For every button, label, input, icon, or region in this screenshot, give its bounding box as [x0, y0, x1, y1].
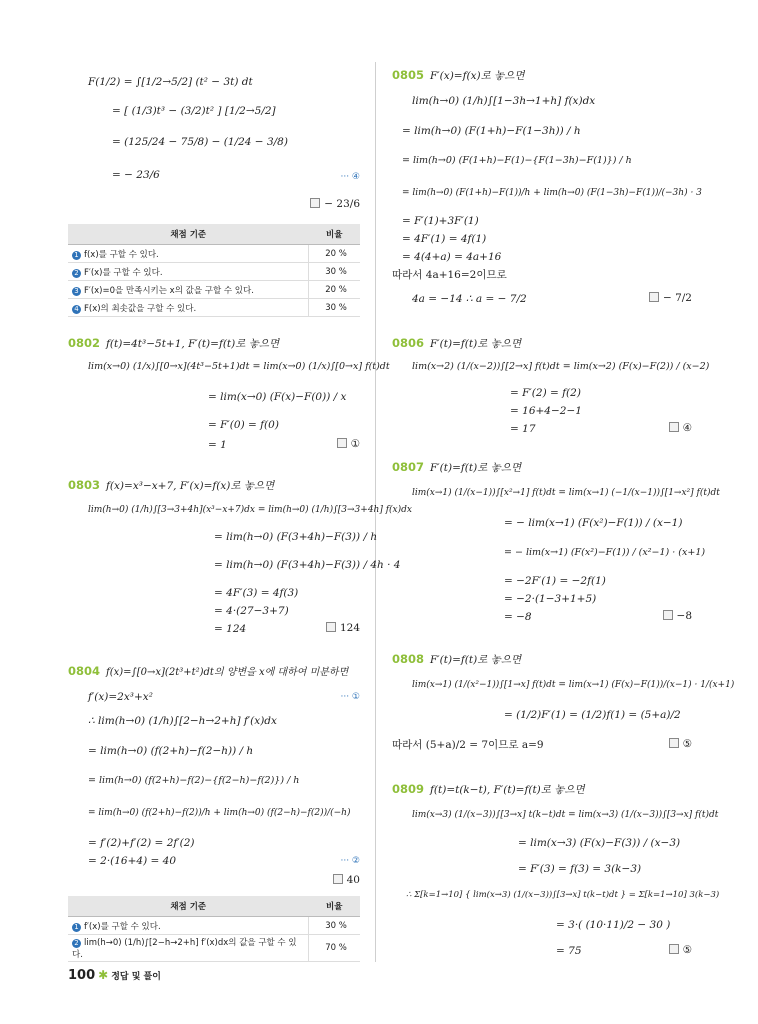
math-line: lim(x→1) (1/(x²−1))∫[1→x] f(t)dt = lim(x→1) (F(x)−F(1))/(x−1) · 1/(x+1) [412, 680, 735, 690]
footer-label: 정답 및 풀이 [111, 972, 161, 982]
math-line: = 4F′(3) = 4f(3) [214, 587, 299, 599]
answer-0809: ⑤ [669, 944, 692, 956]
math-line: lim(x→2) (1/(x−2))∫[2→x] f(t)dt = lim(x→2) (F(x)−F(2)) / (x−2) [412, 361, 710, 372]
math-line: = lim(h→0) (F(1+h)−F(1)−{F(1−3h)−F(1)}) / h [402, 155, 632, 166]
answer-0805: − 7/2 [649, 292, 692, 304]
answer-icon [669, 738, 679, 748]
answer-icon [337, 438, 347, 448]
criteria-header-ratio: 비율 [309, 224, 361, 245]
criteria-row: 1 f(x)를 구할 수 있다. 20 % [68, 245, 360, 263]
answer-icon [649, 292, 659, 302]
step-number-icon: 3 [72, 287, 81, 296]
math-line: = 124 [214, 623, 247, 635]
math-line: = − lim(x→1) (F(x²)−F(1)) / (x²−1) · (x+1) [504, 547, 706, 558]
math-line: ∴ lim(h→0) (1/h)∫[2−h→2+h] f′(x)dx [88, 715, 277, 727]
problem-line: 0809 f(t)=t(k−t), F′(t)=f(t)로 놓으면 [392, 782, 585, 796]
problem-number: 0804 [68, 664, 101, 678]
answer-0801: − 23/6 [310, 198, 360, 210]
math-line: = −8 [504, 611, 532, 623]
math-line: = lim(h→0) (F(1+h)−F(1−3h)) / h [402, 125, 581, 137]
criteria-table-1 [68, 224, 360, 317]
criteria-row: 2 lim(h→0) (1/h)∫[2−h→2+h] f′(x)dx의 값을 구할 수 있다. 70 % [68, 935, 360, 962]
problem-number: 0805 [392, 68, 425, 82]
answer-icon [669, 422, 679, 432]
math-line: = 17 [510, 423, 536, 435]
problem-number: 0806 [392, 336, 425, 350]
math-line: = 2·(16+4) = 40 [88, 855, 177, 867]
text-line: 따라서 (5+a)/2 = 7이므로 a=9 [392, 739, 544, 751]
page-number: 100 [68, 968, 96, 983]
star-icon: ✱ [98, 968, 109, 982]
answer-0808: ⑤ [669, 738, 692, 750]
math-line: = lim(h→0) (F(3+4h)−F(3)) / h [214, 531, 378, 543]
math-line: = 16+4−2−1 [510, 405, 582, 417]
math-line: = 1 [208, 439, 227, 451]
problem-number: 0807 [392, 460, 425, 474]
math-line: = lim(h→0) (f(2+h)−f(2))/h + lim(h→0) (f(2−h)−f(2))/(−h) [88, 808, 351, 818]
math-line: = −2·(1−3+1+5) [504, 593, 597, 605]
problem-line: 0805 F′(x)=f(x)로 놓으면 [392, 68, 525, 82]
criteria-row: 4 F(x)의 최솟값을 구할 수 있다. 30 % [68, 299, 360, 317]
math-line: lim(h→0) (1/h)∫[3→3+4h](x³−x+7)dx = lim(h→0) (1/h)∫[3→3+4h] f(x)dx [88, 505, 412, 515]
step-marker-1: ··· ① [340, 692, 360, 702]
math-line: lim(h→0) (1/h)∫[1−3h→1+h] f(x)dx [412, 95, 596, 107]
math-line: = lim(h→0) (f(2+h)−f(2−h)) / h [88, 745, 254, 757]
math-line: = 4·(27−3+7) [214, 605, 289, 617]
math-line: = (125/24 − 75/8) − (1/24 − 3/8) [112, 136, 288, 148]
problem-line: 0803 f(x)=x³−x+7, F′(x)=f(x)로 놓으면 [68, 478, 275, 492]
answer-0804: 40 [333, 874, 360, 886]
step-number-icon: 1 [72, 251, 81, 260]
math-line: = lim(h→0) (f(2+h)−f(2)−{f(2−h)−f(2)}) / h [88, 775, 300, 786]
math-line: f′(x)=2x³+x² [88, 691, 153, 703]
problem-line: 0804 f(x)=∫[0→x](2t³+t²)dt의 양변을 x에 대하여 미분하면 [68, 664, 349, 678]
math-line: F(1/2) = ∫[1/2→5/2] (t² − 3t) dt [88, 76, 253, 88]
step-marker-4: ··· ④ [340, 172, 360, 182]
math-line: lim(x→0) (1/x)∫[0→x](4t³−5t+1)dt = lim(x→0) (1/x)∫[0→x] f(t)dt [88, 361, 390, 372]
problem-line: 0807 F′(t)=f(t)로 놓으면 [392, 460, 522, 474]
math-line: = (1/2)F′(1) = (1/2)f(1) = (5+a)/2 [504, 709, 681, 721]
answer-icon [333, 874, 343, 884]
math-line: = − lim(x→1) (F(x²)−F(1)) / (x−1) [504, 517, 683, 529]
criteria-table-2 [68, 896, 360, 962]
text-line: 따라서 4a+16=2이므로 [392, 269, 507, 281]
math-line: lim(x→3) (1/(x−3))∫[3→x] t(k−t)dt = lim(x→3) (1/(x−3))∫[3→x] f(t)dt [412, 810, 719, 820]
math-line: = −2F′(1) = −2f(1) [504, 575, 606, 587]
answer-0806: ④ [669, 422, 692, 434]
math-line: = F′(3) = f(3) = 3(k−3) [518, 863, 642, 875]
math-line: = 4(4+a) = 4a+16 [402, 251, 502, 263]
criteria-row: 3 F′(x)=0을 만족시키는 x의 값을 구할 수 있다. 20 % [68, 281, 360, 299]
math-line: lim(x→1) (1/(x−1))∫[x²→1] f(t)dt = lim(x→1) (−1/(x−1))∫[1→x²] f(t)dt [412, 488, 720, 498]
math-line: ∴ Σ[k=1→10] { lim(x→3) (1/(x−3))∫[3→x] t(k−t)dt } = Σ[k=1→10] 3(k−3) [406, 890, 720, 900]
answer-0807: −8 [663, 610, 692, 622]
math-line: = lim(h→0) (F(3+4h)−F(3)) / 4h · 4 [214, 559, 401, 571]
problem-number: 0809 [392, 782, 425, 796]
criteria-header-label: 채점 기준 [68, 896, 309, 917]
answer-icon [326, 622, 336, 632]
math-line: = lim(x→3) (F(x)−F(3)) / (x−3) [518, 837, 681, 849]
criteria-header-ratio: 비율 [309, 896, 361, 917]
math-line: = F′(2) = f(2) [510, 387, 581, 399]
math-line: = lim(h→0) (F(1+h)−F(1))/h + lim(h→0) (F(1−3h)−F(1))/(−3h) · 3 [402, 188, 702, 198]
page-footer [68, 968, 161, 983]
criteria-row: 1 f′(x)를 구할 수 있다. 30 % [68, 917, 360, 935]
math-line: = f′(2)+f′(2) = 2f′(2) [88, 837, 195, 849]
problem-line: 0806 F′(t)=f(t)로 놓으면 [392, 336, 522, 350]
criteria-header-label: 채점 기준 [68, 224, 309, 245]
answer-icon [663, 610, 673, 620]
step-number-icon: 1 [72, 923, 81, 932]
answer-0803: 124 [326, 622, 360, 634]
problem-number: 0808 [392, 652, 425, 666]
step-number-icon: 4 [72, 305, 81, 314]
problem-line: 0802 f(t)=4t³−5t+1, F′(t)=f(t)로 놓으면 [68, 336, 280, 350]
math-line: = 3·( (10·11)/2 − 30 ) [556, 919, 671, 931]
criteria-row: 2 F′(x)를 구할 수 있다. 30 % [68, 263, 360, 281]
math-line: = F′(1)+3F′(1) [402, 215, 479, 227]
step-number-icon: 2 [72, 939, 81, 948]
answer-icon [669, 944, 679, 954]
step-marker-2: ··· ② [340, 856, 360, 866]
problem-line: 0808 F′(t)=f(t)로 놓으면 [392, 652, 522, 666]
math-line: 4a = −14 ∴ a = − 7/2 [412, 293, 527, 305]
math-line: = 4F′(1) = 4f(1) [402, 233, 487, 245]
math-line: = 75 [556, 945, 582, 957]
math-line: = F′(0) = f(0) [208, 419, 279, 431]
problem-number: 0802 [68, 336, 101, 350]
math-line: = lim(x→0) (F(x)−F(0)) / x [208, 391, 347, 403]
problem-number: 0803 [68, 478, 101, 492]
step-number-icon: 2 [72, 269, 81, 278]
answer-icon [310, 198, 320, 208]
math-line: = [ (1/3)t³ − (3/2)t² ] [1/2→5/2] [112, 105, 276, 117]
math-line: = − 23/6 [112, 169, 160, 181]
answer-0802: ① [337, 438, 360, 450]
